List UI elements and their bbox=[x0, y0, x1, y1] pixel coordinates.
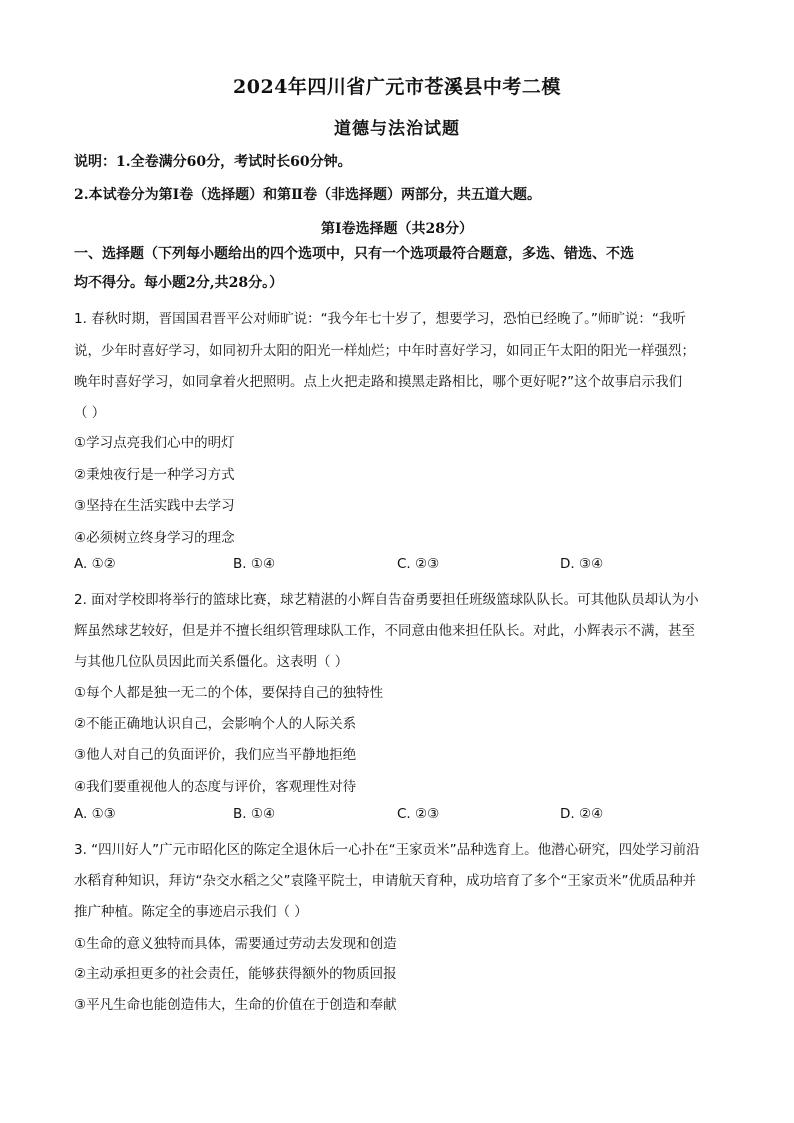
question-3-stem-line: 推广种植。陈定全的事迹启示我们（ ） bbox=[74, 904, 308, 920]
question-2-option-c: C. ②③ bbox=[397, 806, 440, 822]
question-3-item: ③平凡生命也能创造伟大，生命的价值在于创造和奉献 bbox=[74, 997, 397, 1013]
question-3-stem-line: 水稻育种知识，拜访“杂交水稻之父”袁隆平院士，申请航天育种，成功培育了多个“王家贡米”优质品种并 bbox=[74, 873, 696, 889]
question-2-item: ①每个人都是独一无二的个体，要保持自己的独特性 bbox=[74, 685, 384, 701]
question-1-stem-line: 说，少年时喜好学习，如同初升太阳的阳光一样灿烂；中年时喜好学习，如同正午太阳的阳光一样强烈； bbox=[74, 343, 695, 359]
question-2-option-b: B. ①④ bbox=[233, 806, 276, 822]
exam-subject: 道德与法治试题 bbox=[334, 119, 460, 139]
section-instruction-line-1: 一、选择题（下列每小题给出的四个选项中，只有一个选项最符合题意，多选、错选、不选 bbox=[74, 246, 634, 262]
question-1-item: ③坚持在生活实践中去学习 bbox=[74, 498, 235, 514]
question-2-option-d: D. ②④ bbox=[560, 806, 604, 822]
exam-note-2: 2.本试卷分为第Ⅰ卷（选择题）和第Ⅱ卷（非选择题）两部分，共五道大题。 bbox=[74, 187, 541, 203]
question-3-item: ①生命的意义独特而具体，需要通过劳动去发现和创造 bbox=[74, 936, 397, 952]
question-1-item: ①学习点亮我们心中的明灯 bbox=[74, 435, 235, 451]
question-1-item: ②秉烛夜行是一种学习方式 bbox=[74, 467, 235, 483]
section-instruction-line-2: 均不得分。每小题2分,共28分。） bbox=[74, 275, 284, 291]
question-1-option-d: D. ③④ bbox=[560, 556, 604, 572]
question-2-stem-line: 与其他几位队员因此而关系僵化。这表明（ ） bbox=[74, 654, 349, 670]
question-1-item: ④必须树立终身学习的理念 bbox=[74, 530, 235, 546]
section-heading: 第Ⅰ卷选择题（共28分） bbox=[320, 221, 474, 237]
exam-title: 2024年四川省广元市苍溪县中考二模 bbox=[233, 76, 561, 98]
exam-note-1: 说明：1.全卷满分60分，考试时长60分钟。 bbox=[74, 154, 352, 170]
question-2-item: ③他人对自己的负面评价，我们应当平静地拒绝 bbox=[74, 747, 357, 763]
question-3-item: ②主动承担更多的社会责任，能够获得额外的物质回报 bbox=[74, 966, 397, 982]
question-2-item: ④我们要重视他人的态度与评价，客观理性对待 bbox=[74, 779, 357, 795]
question-1-stem-line: 晚年时喜好学习，如同拿着火把照明。点上火把走路和摸黑走路相比，哪个更好呢?”这个故事启示我们 bbox=[74, 374, 683, 390]
question-2-option-a: A. ①③ bbox=[74, 806, 116, 822]
question-2-stem-line: 2. 面对学校即将举行的篮球比赛，球艺精湛的小辉自告奋勇要担任班级篮球队队长。可其他队员却认为小 bbox=[74, 592, 699, 608]
question-1-stem-line: 1. 春秋时期，晋国国君晋平公对师旷说：“我今年七十岁了，想要学习，恐怕已经晚了。”师旷说：“我听 bbox=[74, 311, 686, 327]
question-1-option-c: C. ②③ bbox=[397, 556, 440, 572]
question-1-answer-blank: （ ） bbox=[74, 405, 106, 421]
question-2-stem-line: 辉虽然球艺较好，但是并不擅长组织管理球队工作，不同意由他来担任队长。对此，小辉表示不满，甚至 bbox=[74, 623, 695, 639]
question-1-option-b: B. ①④ bbox=[233, 556, 276, 572]
question-2-item: ②不能正确地认识自己，会影响个人的人际关系 bbox=[74, 716, 357, 732]
question-1-option-a: A. ①② bbox=[74, 556, 116, 572]
question-3-stem-line: 3. “四川好人”广元市昭化区的陈定全退休后一心扑在“王家贡米”品种选育上。他潜心研究，四处学习前沿 bbox=[74, 842, 700, 858]
